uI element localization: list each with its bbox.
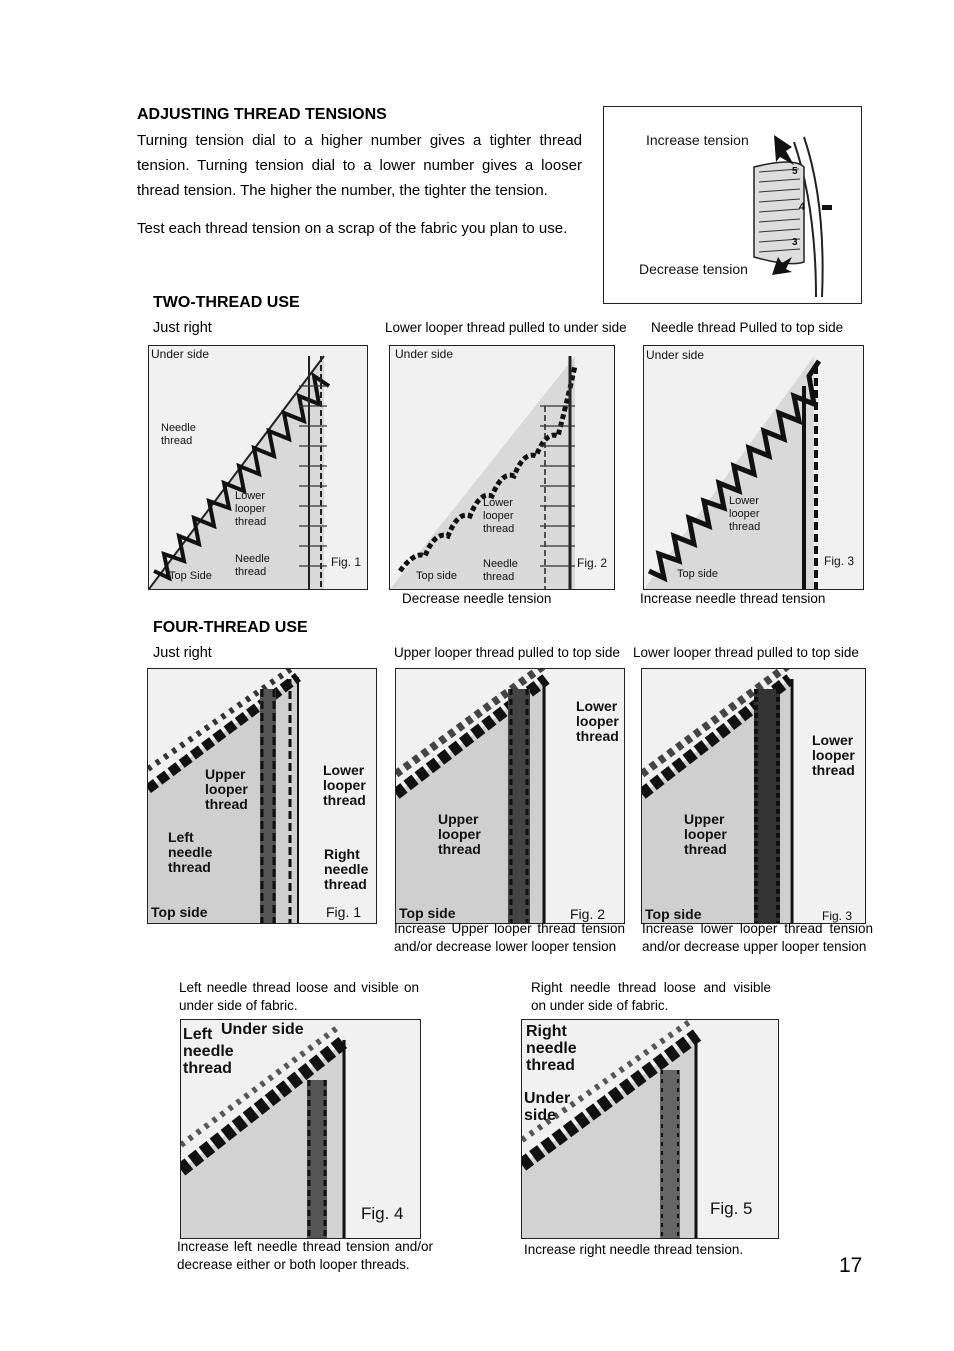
two-thread-fig2-remedy: Decrease needle tension	[402, 591, 552, 606]
right-needle-label: Right needle thread	[324, 846, 369, 892]
left-needle-label: Left needle thread	[168, 829, 213, 875]
under-side-label: Under side	[151, 347, 210, 361]
four-thread-fig2-remedy: Increase Upper looper thread tension and/or decrease lower looper tension	[394, 921, 625, 954]
top-side-label: Top side	[399, 905, 456, 921]
tension-dial-figure	[603, 106, 862, 304]
needle-thread-label: Needle thread	[483, 558, 518, 583]
four-thread-fig4	[180, 1019, 421, 1239]
under-side-label: Under side	[395, 347, 454, 361]
fig-label: Fig. 2	[570, 906, 606, 922]
dial-number-4: 4	[799, 201, 806, 213]
lower-looper-label: Lower looper thread	[323, 762, 366, 808]
two-thread-fig2-drawing	[390, 346, 614, 589]
dial-number-5: 5	[792, 166, 798, 177]
two-thread-fig3-caption: Needle thread Pulled to top side	[651, 320, 844, 335]
lower-looper-label: Lower looper thread	[812, 732, 855, 778]
two-thread-fig2-caption: Lower looper thread pulled to under side	[385, 320, 627, 335]
four-thread-fig2	[395, 668, 625, 924]
fig-label: Fig. 4	[361, 1204, 404, 1223]
under-side-label: Under side	[646, 348, 705, 362]
four-thread-fig5-caption: Right needle thread loose and visible on under side of fabric.	[531, 980, 771, 1013]
fig-label: Fig. 1	[326, 904, 362, 920]
two-thread-heading: TWO-THREAD USE	[153, 294, 300, 311]
four-thread-fig5	[521, 1019, 779, 1239]
two-thread-fig2	[389, 345, 615, 590]
four-thread-fig3	[641, 668, 866, 924]
under-side-label: Under side	[524, 1090, 571, 1124]
four-thread-fig1-caption: Just right	[153, 645, 212, 661]
page-title: ADJUSTING THREAD TENSIONS	[137, 106, 387, 123]
four-thread-fig2-caption: Upper looper thread pulled to top side	[394, 645, 620, 660]
needle-thread-label-2: Needle thread	[235, 553, 270, 578]
left-needle-label: Left needle thread	[183, 1026, 234, 1077]
fig-label: Fig. 5	[710, 1199, 753, 1218]
page-number: 17	[839, 1254, 863, 1277]
four-thread-fig3-caption: Lower looper thread pulled to top side	[633, 645, 859, 660]
needle-thread-label: Needle thread	[161, 422, 196, 447]
upper-looper-label: Upper looper thread	[684, 811, 727, 857]
four-thread-fig1	[147, 668, 377, 924]
fig-label: Fig. 3	[824, 554, 855, 568]
top-side-label: Top side	[677, 568, 718, 580]
dial-number-3: 3	[792, 237, 798, 248]
fig-label: Fig. 2	[577, 556, 608, 570]
fig-label: Fig. 1	[331, 555, 362, 569]
four-thread-fig4-caption: Left needle thread loose and visible on under side of fabric.	[179, 980, 419, 1013]
under-side-label: Under side	[221, 1021, 304, 1038]
lower-looper-label: Lower looper thread	[729, 495, 761, 533]
two-thread-fig1-caption: Just right	[153, 320, 212, 336]
lower-looper-label: Lower looper thread	[235, 490, 267, 528]
four-thread-fig5-remedy: Increase right needle thread tension.	[524, 1242, 744, 1257]
top-side-label: Top side	[416, 570, 457, 582]
four-thread-heading: FOUR-THREAD USE	[153, 619, 308, 636]
lower-looper-label: Lower looper thread	[576, 698, 619, 744]
increase-tension-label: Increase tension	[646, 132, 749, 148]
fig-label: Fig. 3	[822, 909, 853, 923]
intro-paragraph: Turning tension dial to a higher number gives a tighter thread tension. Turning tension dial to a lower number gives a looser thread tension. The higher the number, the tighter the tension.	[137, 132, 582, 199]
two-thread-fig3-remedy: Increase needle thread tension	[640, 591, 826, 606]
two-thread-fig3	[643, 345, 864, 590]
top-side-label: Top Side	[169, 570, 212, 582]
decrease-tension-label: Decrease tension	[639, 261, 748, 277]
lower-looper-label: Lower looper thread	[483, 497, 515, 535]
top-side-label: Top side	[645, 906, 702, 922]
upper-looper-label: Upper looper thread	[205, 766, 248, 812]
top-side-label: Top side	[151, 904, 208, 920]
four-thread-fig3-drawing	[642, 669, 865, 923]
upper-looper-label: Upper looper thread	[438, 811, 481, 857]
four-thread-fig3-remedy: Increase lower looper thread tension and/or decrease upper looper tension	[642, 921, 873, 954]
four-thread-fig4-remedy: Increase left needle thread tension and/or decrease either or both looper threads.	[177, 1239, 433, 1272]
right-needle-label: Right needle thread	[526, 1023, 577, 1074]
two-thread-fig3-drawing	[644, 346, 863, 589]
test-paragraph: Test each thread tension on a scrap of the fabric you plan to use.	[137, 220, 568, 237]
two-thread-fig1	[148, 345, 368, 590]
